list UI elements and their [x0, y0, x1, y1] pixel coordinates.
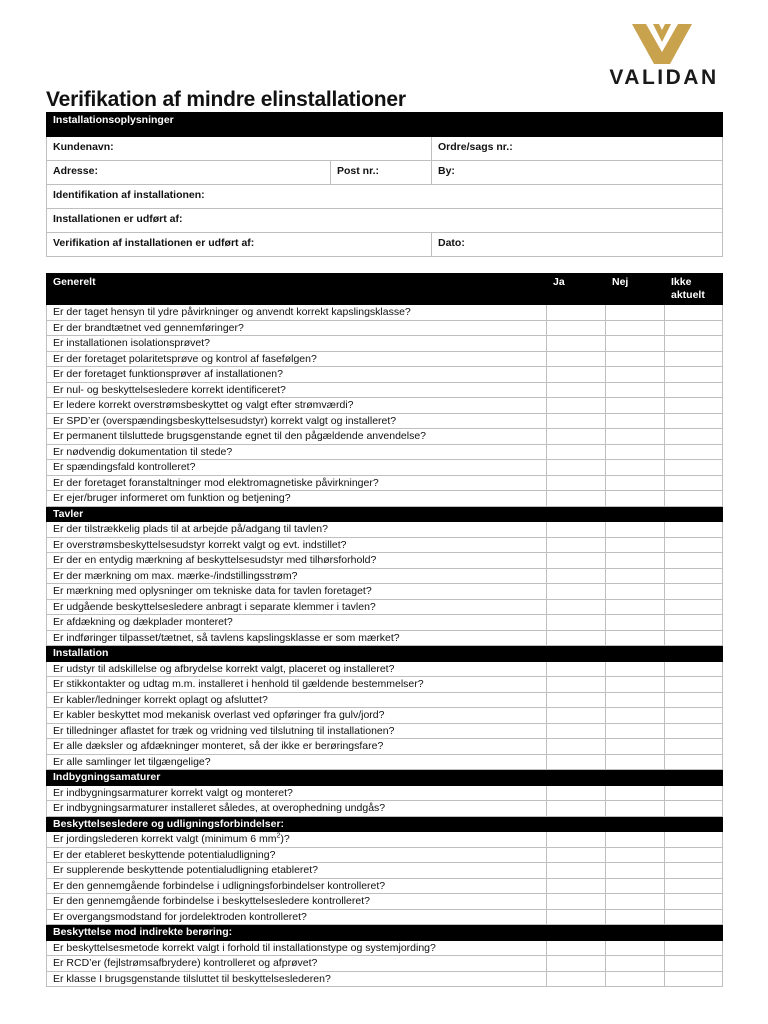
ikke-aktuelt-checkbox-cell[interactable]: [665, 832, 723, 848]
nej-checkbox-cell[interactable]: [606, 351, 665, 367]
question-text: Er jordingslederen korrekt valgt (minimum 6 $mm^2$)?: [47, 832, 547, 848]
info-header-row: [47, 113, 723, 137]
checklist-row: [47, 909, 723, 925]
checklist-row: [47, 568, 723, 584]
question-text: Er nul- og beskyttelsesledere korrekt identificeret?: [47, 382, 547, 398]
ikke-aktuelt-checkbox-cell[interactable]: [665, 956, 723, 972]
ja-checkbox-cell[interactable]: [547, 320, 606, 336]
ja-checkbox-cell[interactable]: [547, 894, 606, 910]
checklist-row: [47, 692, 723, 708]
nej-checkbox-cell[interactable]: [606, 568, 665, 584]
nej-checkbox-cell[interactable]: [606, 382, 665, 398]
checklist-row: [47, 739, 723, 755]
checklist-row: [47, 615, 723, 631]
verifikation-field[interactable]: Verifikation af installationen er udført af:: [47, 233, 432, 257]
question-text: Er indbygningsarmaturer korrekt valgt og monteret?: [47, 785, 547, 801]
section-header-row: [47, 770, 723, 786]
ikke-aktuelt-checkbox-cell[interactable]: [665, 336, 723, 352]
question-text: Er den gennemgående forbindelse i udligningsforbindelser kontrolleret?: [47, 878, 547, 894]
ja-checkbox-cell[interactable]: [547, 444, 606, 460]
question-text: Er der foretaget polaritetsprøve og kontrol af fasefølgen?: [47, 351, 547, 367]
nej-checkbox-cell[interactable]: [606, 615, 665, 631]
ja-checkbox-cell[interactable]: [547, 677, 606, 693]
section-header: Tavler: [47, 506, 723, 522]
column-header-row: [47, 274, 723, 305]
checklist-row: [47, 832, 723, 848]
postnr-field[interactable]: Post nr.:: [331, 161, 432, 185]
question-text: Er overgangsmodstand for jordelektroden kontrolleret?: [47, 909, 547, 925]
nej-checkbox-cell[interactable]: [606, 677, 665, 693]
checklist-row: [47, 677, 723, 693]
question-text: Er beskyttelsesmetode korrekt valgt i forhold til installationstype og systemjording?: [47, 940, 547, 956]
ikke-aktuelt-checkbox-cell[interactable]: [665, 367, 723, 383]
nej-checkbox-cell[interactable]: [606, 398, 665, 414]
by-field[interactable]: By:: [432, 161, 723, 185]
question-text: Er den gennemgående forbindelse i beskyttelsesledere kontrolleret?: [47, 894, 547, 910]
udfoert-field[interactable]: Installationen er udført af:: [47, 209, 723, 233]
checklist-row: [47, 971, 723, 987]
nej-checkbox-cell[interactable]: [606, 630, 665, 646]
section-header-row: [47, 816, 723, 832]
checklist-row: [47, 863, 723, 879]
ja-checkbox-cell[interactable]: [547, 940, 606, 956]
nej-checkbox-cell[interactable]: [606, 894, 665, 910]
ikke-aktuelt-checkbox-cell[interactable]: [665, 909, 723, 925]
column-header-ikke-aktuelt: Ikke aktuelt: [665, 274, 723, 305]
checklist-row: [47, 785, 723, 801]
ja-checkbox-cell[interactable]: [547, 615, 606, 631]
checklist-row: [47, 940, 723, 956]
validan-v-icon: [632, 24, 692, 64]
nej-checkbox-cell[interactable]: [606, 723, 665, 739]
checklist-row: [47, 894, 723, 910]
checklist-row: [47, 708, 723, 724]
ikke-aktuelt-checkbox-cell[interactable]: [665, 615, 723, 631]
ikke-aktuelt-checkbox-cell[interactable]: [665, 878, 723, 894]
ikke-aktuelt-checkbox-cell[interactable]: [665, 460, 723, 476]
nej-checkbox-cell[interactable]: [606, 708, 665, 724]
checklist-table: [46, 273, 723, 987]
ja-checkbox-cell[interactable]: [547, 971, 606, 987]
checklist-row: [47, 801, 723, 817]
ikke-aktuelt-checkbox-cell[interactable]: [665, 429, 723, 445]
ja-checkbox-cell[interactable]: [547, 754, 606, 770]
question-text: Er klasse I brugsgenstande tilsluttet til beskyttelseslederen?: [47, 971, 547, 987]
ja-checkbox-cell[interactable]: [547, 847, 606, 863]
checklist-row: [47, 398, 723, 414]
ikke-aktuelt-checkbox-cell[interactable]: [665, 863, 723, 879]
ja-checkbox-cell[interactable]: [547, 305, 606, 321]
checklist-row: [47, 336, 723, 352]
nej-checkbox-cell[interactable]: [606, 475, 665, 491]
ikke-aktuelt-checkbox-cell[interactable]: [665, 894, 723, 910]
ja-checkbox-cell[interactable]: [547, 878, 606, 894]
section-header: Beskyttelse mod indirekte berøring:: [47, 925, 723, 941]
ja-checkbox-cell[interactable]: [547, 460, 606, 476]
nej-checkbox-cell[interactable]: [606, 444, 665, 460]
identifikation-field[interactable]: Identifikation af installationen:: [47, 185, 723, 209]
nej-checkbox-cell[interactable]: [606, 522, 665, 538]
checklist-row: [47, 382, 723, 398]
checklist-row: [47, 661, 723, 677]
question-text: Er ledere korrekt overstrømsbeskyttet og valgt efter strømværdi?: [47, 398, 547, 414]
nej-checkbox-cell[interactable]: [606, 801, 665, 817]
ja-checkbox-cell[interactable]: [547, 708, 606, 724]
nej-checkbox-cell[interactable]: [606, 367, 665, 383]
question-text: Er indbygningsarmaturer installeret således, at overophedning undgås?: [47, 801, 547, 817]
ja-checkbox-cell[interactable]: [547, 956, 606, 972]
checklist-row: [47, 305, 723, 321]
question-text: Er der foretaget funktionsprøver af installationen?: [47, 367, 547, 383]
nej-checkbox-cell[interactable]: [606, 785, 665, 801]
ja-checkbox-cell[interactable]: [547, 723, 606, 739]
ikke-aktuelt-checkbox-cell[interactable]: [665, 677, 723, 693]
ja-checkbox-cell[interactable]: [547, 568, 606, 584]
nej-checkbox-cell[interactable]: [606, 584, 665, 600]
checklist-row: [47, 847, 723, 863]
validan-logo: [602, 24, 726, 88]
question-text: Er tilledninger aflastet for træk og vridning ved tilslutning til installationen?: [47, 723, 547, 739]
section-header-generelt: Generelt: [47, 274, 547, 305]
question-text: Er overstrømsbeskyttelsesudstyr korrekt valgt og evt. indstillet?: [47, 537, 547, 553]
question-text: Er kabler/ledninger korrekt oplagt og afsluttet?: [47, 692, 547, 708]
section-header: Installation: [47, 646, 723, 662]
ikke-aktuelt-checkbox-cell[interactable]: [665, 692, 723, 708]
ja-checkbox-cell[interactable]: [547, 522, 606, 538]
question-text: Er der foretaget foranstaltninger mod elektromagnetiske påvirkninger?: [47, 475, 547, 491]
question-text: Er udstyr til adskillelse og afbrydelse korrekt valgt, placeret og installeret?: [47, 661, 547, 677]
question-text: Er mærkning med oplysninger om tekniske data for tavlen foretaget?: [47, 584, 547, 600]
ikke-aktuelt-checkbox-cell[interactable]: [665, 708, 723, 724]
ikke-aktuelt-checkbox-cell[interactable]: [665, 305, 723, 321]
nej-checkbox-cell[interactable]: [606, 599, 665, 615]
info-row: [47, 233, 723, 257]
ikke-aktuelt-checkbox-cell[interactable]: [665, 801, 723, 817]
ikke-aktuelt-checkbox-cell[interactable]: [665, 971, 723, 987]
checklist-row: [47, 878, 723, 894]
ikke-aktuelt-checkbox-cell[interactable]: [665, 382, 723, 398]
question-text: Er supplerende beskyttende potentialudligning etableret?: [47, 863, 547, 879]
checklist-row: [47, 444, 723, 460]
question-text: Er alle dæksler og afdækninger monteret, så der ikke er berøringsfare?: [47, 739, 547, 755]
adresse-field[interactable]: Adresse:: [47, 161, 331, 185]
nej-checkbox-cell[interactable]: [606, 429, 665, 445]
checklist-row: [47, 320, 723, 336]
question-text: Er der en entydig mærkning af beskyttelsesudstyr med tilhørsforhold?: [47, 553, 547, 569]
ikke-aktuelt-checkbox-cell[interactable]: [665, 491, 723, 507]
ikke-aktuelt-checkbox-cell[interactable]: [665, 351, 723, 367]
ikke-aktuelt-checkbox-cell[interactable]: [665, 584, 723, 600]
question-text: Er permanent tilsluttede brugsgenstande egnet til den pågældende anvendelse?: [47, 429, 547, 445]
ikke-aktuelt-checkbox-cell[interactable]: [665, 785, 723, 801]
info-row: [47, 137, 723, 161]
question-text: Er RCD’er (fejlstrømsafbrydere) kontrolleret og afprøvet?: [47, 956, 547, 972]
ikke-aktuelt-checkbox-cell[interactable]: [665, 522, 723, 538]
question-text: Er SPD’er (overspændingsbeskyttelsesudstyr) korrekt valgt og installeret?: [47, 413, 547, 429]
installation-info-table: [46, 112, 723, 257]
nej-checkbox-cell[interactable]: [606, 460, 665, 476]
checklist-row: [47, 475, 723, 491]
ja-checkbox-cell[interactable]: [547, 801, 606, 817]
question-text: Er kabler beskyttet mod mekanisk overlast ved opføringer fra gulv/jord?: [47, 708, 547, 724]
nej-checkbox-cell[interactable]: [606, 739, 665, 755]
ordre-field[interactable]: Ordre/sags nr.:: [432, 137, 723, 161]
checklist-row: [47, 553, 723, 569]
ikke-aktuelt-checkbox-cell[interactable]: [665, 413, 723, 429]
ja-checkbox-cell[interactable]: [547, 909, 606, 925]
checklist-row: [47, 413, 723, 429]
nej-checkbox-cell[interactable]: [606, 320, 665, 336]
ikke-aktuelt-checkbox-cell[interactable]: [665, 475, 723, 491]
ja-checkbox-cell[interactable]: [547, 413, 606, 429]
question-text: Er der brandtætnet ved gennemføringer?: [47, 320, 547, 336]
ja-checkbox-cell[interactable]: [547, 584, 606, 600]
question-text: Er stikkontakter og udtag m.m. installeret i henhold til gældende bestemmelser?: [47, 677, 547, 693]
nej-checkbox-cell[interactable]: [606, 832, 665, 848]
ja-checkbox-cell[interactable]: [547, 351, 606, 367]
question-text: Er installationen isolationsprøvet?: [47, 336, 547, 352]
ikke-aktuelt-checkbox-cell[interactable]: [665, 940, 723, 956]
nej-checkbox-cell[interactable]: [606, 305, 665, 321]
nej-checkbox-cell[interactable]: [606, 553, 665, 569]
ja-checkbox-cell[interactable]: [547, 832, 606, 848]
ikke-aktuelt-checkbox-cell[interactable]: [665, 739, 723, 755]
nej-checkbox-cell[interactable]: [606, 537, 665, 553]
nej-checkbox-cell[interactable]: [606, 413, 665, 429]
question-text: Er ejer/bruger informeret om funktion og betjening?: [47, 491, 547, 507]
nej-checkbox-cell[interactable]: [606, 940, 665, 956]
checklist-row: [47, 460, 723, 476]
ikke-aktuelt-checkbox-cell[interactable]: [665, 320, 723, 336]
checklist-row: [47, 956, 723, 972]
checklist-row: [47, 429, 723, 445]
column-header-ja: Ja: [547, 274, 606, 305]
nej-checkbox-cell[interactable]: [606, 847, 665, 863]
ja-checkbox-cell[interactable]: [547, 863, 606, 879]
nej-checkbox-cell[interactable]: [606, 491, 665, 507]
ikke-aktuelt-checkbox-cell[interactable]: [665, 661, 723, 677]
question-text: Er udgående beskyttelsesledere anbragt i separate klemmer i tavlen?: [47, 599, 547, 615]
ja-checkbox-cell[interactable]: [547, 382, 606, 398]
ja-checkbox-cell[interactable]: [547, 630, 606, 646]
section-header: Beskyttelsesledere og udligningsforbindelser:: [47, 816, 723, 832]
checklist-row: [47, 723, 723, 739]
checklist-row: [47, 351, 723, 367]
ikke-aktuelt-checkbox-cell[interactable]: [665, 630, 723, 646]
nej-checkbox-cell[interactable]: [606, 956, 665, 972]
nej-checkbox-cell[interactable]: [606, 336, 665, 352]
kundenavn-field[interactable]: Kundenavn:: [47, 137, 432, 161]
ja-checkbox-cell[interactable]: [547, 475, 606, 491]
ikke-aktuelt-checkbox-cell[interactable]: [665, 754, 723, 770]
checklist-row: [47, 491, 723, 507]
ja-checkbox-cell[interactable]: [547, 537, 606, 553]
question-text: Er der tilstrækkelig plads til at arbejde på/adgang til tavlen?: [47, 522, 547, 538]
question-text: Er indføringer tilpasset/tætnet, så tavlens kapslingsklasse er som mærket?: [47, 630, 547, 646]
nej-checkbox-cell[interactable]: [606, 909, 665, 925]
ja-checkbox-cell[interactable]: [547, 599, 606, 615]
checklist-row: [47, 599, 723, 615]
info-row: [47, 161, 723, 185]
question-text: Er afdækning og dækplader monteret?: [47, 615, 547, 631]
ikke-aktuelt-checkbox-cell[interactable]: [665, 398, 723, 414]
checklist-row: [47, 522, 723, 538]
question-text: Er der etableret beskyttende potentialudligning?: [47, 847, 547, 863]
ikke-aktuelt-checkbox-cell[interactable]: [665, 444, 723, 460]
ja-checkbox-cell[interactable]: [547, 739, 606, 755]
page-title: Verifikation af mindre elinstallationer: [46, 88, 406, 111]
ikke-aktuelt-checkbox-cell[interactable]: [665, 599, 723, 615]
ja-checkbox-cell[interactable]: [547, 336, 606, 352]
nej-checkbox-cell[interactable]: [606, 692, 665, 708]
ikke-aktuelt-checkbox-cell[interactable]: [665, 537, 723, 553]
nej-checkbox-cell[interactable]: [606, 863, 665, 879]
ja-checkbox-cell[interactable]: [547, 661, 606, 677]
ja-checkbox-cell[interactable]: [547, 692, 606, 708]
dato-field[interactable]: Dato:: [432, 233, 723, 257]
question-text: Er der mærkning om max. mærke-/indstillingsstrøm?: [47, 568, 547, 584]
question-text: Er nødvendig dokumentation til stede?: [47, 444, 547, 460]
section-header-row: [47, 925, 723, 941]
ja-checkbox-cell[interactable]: [547, 491, 606, 507]
nej-checkbox-cell[interactable]: [606, 661, 665, 677]
info-row: [47, 185, 723, 209]
nej-checkbox-cell[interactable]: [606, 878, 665, 894]
checklist-row: [47, 630, 723, 646]
checklist-row: [47, 584, 723, 600]
info-header: Installationsoplysninger: [47, 113, 723, 137]
ja-checkbox-cell[interactable]: [547, 553, 606, 569]
ikke-aktuelt-checkbox-cell[interactable]: [665, 553, 723, 569]
section-header-row: [47, 506, 723, 522]
checklist-row: [47, 754, 723, 770]
ikke-aktuelt-checkbox-cell[interactable]: [665, 723, 723, 739]
ikke-aktuelt-checkbox-cell[interactable]: [665, 847, 723, 863]
nej-checkbox-cell[interactable]: [606, 754, 665, 770]
question-text: Er spændingsfald kontrolleret?: [47, 460, 547, 476]
question-text: Er alle samlinger let tilgængelige?: [47, 754, 547, 770]
ikke-aktuelt-checkbox-cell[interactable]: [665, 568, 723, 584]
ja-checkbox-cell[interactable]: [547, 429, 606, 445]
checklist-row: [47, 537, 723, 553]
ja-checkbox-cell[interactable]: [547, 785, 606, 801]
section-header-row: [47, 646, 723, 662]
column-header-nej: Nej: [606, 274, 665, 305]
nej-checkbox-cell[interactable]: [606, 971, 665, 987]
brand-name: VALIDAN: [609, 66, 719, 89]
question-text: Er der taget hensyn til ydre påvirkninger og anvendt korrekt kapslingsklasse?: [47, 305, 547, 321]
ja-checkbox-cell[interactable]: [547, 367, 606, 383]
ja-checkbox-cell[interactable]: [547, 398, 606, 414]
checklist-row: [47, 367, 723, 383]
info-row: [47, 209, 723, 233]
section-header: Indbygningsamaturer: [47, 770, 723, 786]
